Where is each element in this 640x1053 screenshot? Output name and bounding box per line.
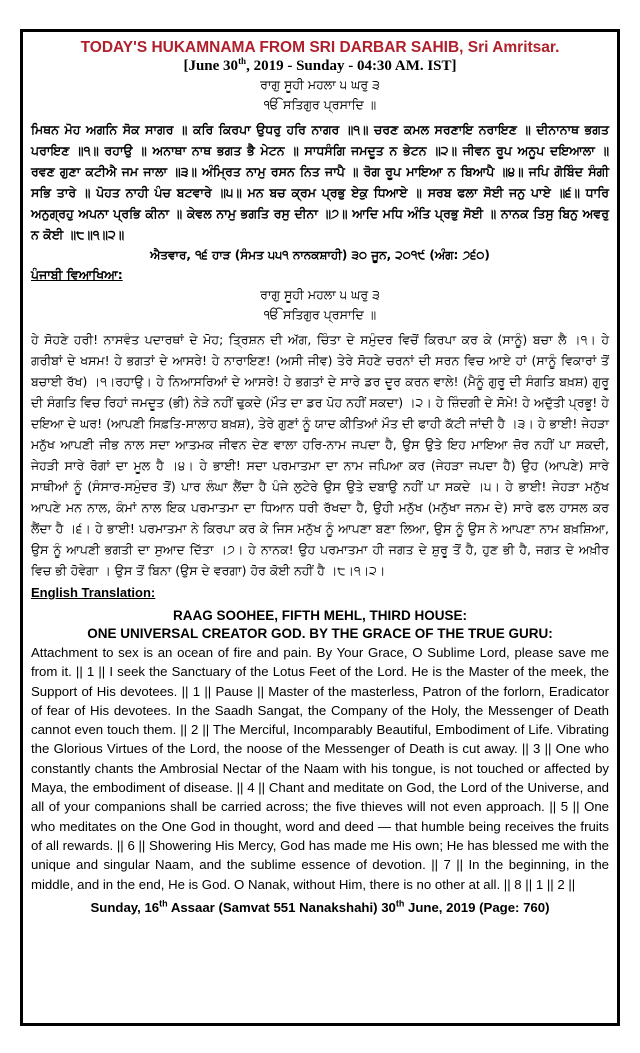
footer-part1: Sunday, 16: [90, 899, 160, 915]
punjabi-text: ਹੇ ਸੋਹਣੇ ਹਰੀ! ਨਾਸਵੰਤ ਪਦਾਰਥਾਂ ਦੇ ਮੋਹ; ਤ੍ਰਿਸ਼ਨ ਦੀ ਅੱਗ, ਚਿੰਤਾ ਦੇ ਸਮੁੰਦਰ ਵਿਚੋਂ ਕਿਰਪਾ ਕਰ ਕੇ (ਸਾਨੂੰ) ਬਚਾ ਲੈ ।੧। ਹੇ ਗਰੀਬਾਂ ਦੇ ਖਸਮ! ਹੇ ਭਗਤਾਂ ਦੇ ਆਸਰੇ! ਹੇ ਨਾਰਾਇਣ! (ਅਸੀ ਜੀਵ) ਤੇਰੇ ਸੋਹਣੇ ਚਰਨਾਂ ਦੀ ਸਰਨ ਵਿਚ ਆਏ ਹਾਂ (ਸਾਨੂੰ ਵਿਕਾਰਾਂ ਤੋਂ ਬਚਾਈ ਰੱਖ) ।੧।ਰਹਾਉ। ਹੇ ਨਿਆਸਰਿਆਂ ਦੇ ਆਸਰੇ! ਹੇ ਭਗਤਾਂ ਦੇ ਸਾਰੇ ਡਰ ਦੂਰ ਕਰਨ ਵਾਲੇ! (ਮੈਨੂੰ ਗੁਰੂ ਦੀ ਸੰਗਤਿ ਬਖ਼ਸ਼) ਗੁਰੂ ਦੀ ਸੰਗਤਿ ਵਿਚ ਰਿਹਾਂ ਜਮਦੂਤ (ਭੀ) ਨੇੜੇ ਨਹੀਂ ਢੁਕਦੇ (ਮੌਤ ਦਾ ਡਰ ਪੋਹ ਨਹੀਂ ਸਕਦਾ) ।੨। ਹੇ ਜ਼ਿੰਦਗੀ ਦੇ ਸੋਮੇ! ਹੇ ਅਦੁੱਤੀ ਪ੍ਰਭੂ! ਹੇ ਦਇਆ ਦੇ ਘਰ! (ਆਪਣੀ ਸਿਫ਼ਤਿ-ਸਾਲਾਹ ਬਖ਼ਸ਼), ਤੇਰੇ ਗੁਣਾਂ ਨੂੰ ਯਾਦ ਕੀਤਿਆਂ ਮੌਤ ਦੀ ਫਾਹੀ ਕੱਟੀ ਜਾਂਦੀ ਹੈ ।੩। ਹੇ ਭਾਈ! ਜੇਹੜਾ ਮਨੁੱਖ ਆਪਣੀ ਜੀਭ ਨਾਲ ਸਦਾ ਆਤਮਕ ਜੀਵਨ ਦੇਣ ਵਾਲਾ ਹਰਿ-ਨਾਮ ਜਪਦਾ ਹੈ, ਉਸ ਉਤੇ ਇਹ ਮਾਇਆ ਜ਼ੋਰ ਨਹੀਂ ਪਾ ਸਕਦੀ, ਜੇਹੜੀ ਸਾਰੇ ਰੋਗਾਂ ਦਾ ਮੂਲ ਹੈ ।੪। ਹੇ ਭਾਈ! ਸਦਾ ਪਰਮਾਤਮਾ ਦਾ ਨਾਮ ਜਪਿਆ ਕਰ (ਜੇਹੜਾ ਜਪਦਾ ਹੈ) ਉਹ (ਆਪਣੇ) ਸਾਰੇ ਸਾਥੀਆਂ ਨੂੰ (ਸੰਸਾਰ-ਸਮੁੰਦਰ ਤੋਂ) ਪਾਰ ਲੰਘਾ ਲੈਂਦਾ ਹੈ ਪੰਜੇ ਲੁਟੇਰੇ ਉਸ ਉਤੇ ਦਬਾਉ ਨਹੀਂ ਪਾ ਸਕਦੇ ।੫। ਹੇ ਭਾਈ! ਜੇਹੜਾ ਮਨੁੱਖ ਆਪਣੇ ਮਨ ਨਾਲ, ਕੰਮਾਂ ਨਾਲ ਇਕ ਪਰਮਾਤਮਾ ਦਾ ਧਿਆਨ ਧਰੀ ਰੱਖਦਾ ਹੈ, ਉਹੀ ਮਨੁੱਖ (ਮਨੁੱਖਾ ਜਨਮ ਦੇ) ਸਾਰੇ ਫਲ ਹਾਸਲ ਕਰ ਲੈਂਦਾ ਹੈ ।੬। ਹੇ ਭਾਈ! ਪਰਮਾਤਮਾ ਨੇ ਕਿਰਪਾ ਕਰ ਕੇ ਜਿਸ ਮਨੁੱਖ ਨੂੰ ਆਪਣਾ ਬਣਾ ਲਿਆ, ਉਸ ਨੂੰ ਉਸ ਨੇ ਆਪਣਾ ਨਾਮ ਬਖ਼ਸ਼ਿਆ, ਉਸ ਨੂੰ ਆਪਣੀ ਭਗਤੀ ਦਾ ਸੁਆਦ ਦਿੱਤਾ ।੭। ਹੇ ਨਾਨਕ! ਉਹ ਪਰਮਾਤਮਾ ਹੀ ਜਗਤ ਦੇ ਸ਼ੁਰੂ ਤੋਂ ਹੈ, ਹੁਣ ਭੀ ਹੈ, ਜਗਤ ਦੇ ਅਖ਼ੀਰ ਵਿਚ ਭੀ ਹੋਵੇਗਾ । ਉਸ ਤੋਂ ਬਿਨਾ (ਉਸ ਦੇ ਵਰਗਾ) ਹੋਰ ਕੋਈ ਨਹੀਂ ਹੈ ।੮।੧।੨।: [31, 332, 609, 578]
footer-sup1: th: [159, 898, 168, 909]
gurbani-raag: ਰਾਗੁ ਸੂਹੀ ਮਹਲਾ ੫ ਘਰੁ ੩: [260, 77, 380, 92]
english-section-title: English Translation:: [31, 585, 156, 600]
gurbani-text: ਮਿਥਨ ਮੋਹ ਅਗਨਿ ਸੋਕ ਸਾਗਰ ॥ ਕਰਿ ਕਿਰਪਾ ਉਧਰੁ ਹਰਿ ਨਾਗਰ ॥੧॥ ਚਰਣ ਕਮਲ ਸਰਣਾਇ ਨਰਾਇਣ ॥ ਦੀਨਾਨਾਥ ਭਗਤ ਪਰਾਇਣ ॥੧॥ ਰਹਾਉ ॥ ਅਨਾਥਾ ਨਾਥ ਭਗਤ ਭੈ ਮੇਟਨ ॥ ਸਾਧਸੰਗਿ ਜਮਦੂਤ ਨ ਭੇਟਨ ॥੨॥ ਜੀਵਨ ਰੂਪ ਅਨੂਪ ਦਇਆਲਾ ॥ ਰਵਣ ਗੁਣਾ ਕਟੀਐ ਜਮ ਜਾਲਾ ॥੩॥ ਅੰਮ੍ਰਿਤ ਨਾਮੁ ਰਸਨ ਨਿਤ ਜਾਪੈ ॥ ਰੋਗ ਰੂਪ ਮਾਇਆ ਨ ਬਿਆਪੈ ॥੪॥ ਜਪਿ ਗੋਬਿੰਦ ਸੰਗੀ ਸਭਿ ਤਾਰੇ ॥ ਪੋਹਤ ਨਾਹੀ ਪੰਚ ਬਟਵਾਰੇ ॥੫॥ ਮਨ ਬਚ ਕ੍ਰਮ ਪ੍ਰਭੁ ਏਕੁ ਧਿਆਏ ॥ ਸਰਬ ਫਲਾ ਸੋਈ ਜਨੁ ਪਾਏ ॥੬॥ ਧਾਰਿ ਅਨੁਗ੍ਰਹੁ ਅਪਨਾ ਪ੍ਰਭਿ ਕੀਨਾ ॥ ਕੇਵਲ ਨਾਮੁ ਭਗਤਿ ਰਸੁ ਦੀਨਾ ॥੭॥ ਆਦਿ ਮਧਿ ਅੰਤਿ ਪ੍ਰਭੁ ਸੋਈ ॥ ਨਾਨਕ ਤਿਸੁ ਬਿਨੁ ਅਵਰੁ ਨ ਕੋਈ ॥੮॥੧॥੨॥: [31, 122, 609, 242]
hukamnama-card: [20, 29, 620, 1026]
page-title: [31, 38, 609, 57]
date-sup: th: [238, 56, 247, 66]
card-content: [23, 32, 617, 918]
date-rest: , 2019 - Sunday - 04:30 AM. IST]: [246, 58, 457, 74]
gurmukhi-date-line: ਐਤਵਾਰ, ੧੬ ਹਾੜ (ਸੰਮਤ ੫੫੧ ਨਾਨਕਸ਼ਾਹੀ) ੩੦ ਜੂਨ, ੨੦੧੯ (ਅੰਗ: ੭੬੦): [150, 248, 490, 262]
punjabi-mangal: ੴ ਸਤਿਗੁਰ ਪ੍ਰਸਾਦਿ ॥: [263, 307, 377, 322]
date-prefix: [June 30: [183, 58, 239, 74]
punjabi-section-title: ਪੰਜਾਬੀ ਵਿਆਖਿਆ:: [31, 267, 123, 282]
date-header: [31, 57, 609, 75]
footer-part2: Assaar (Samvat 551 Nanakshahi) 30: [167, 899, 396, 915]
english-heading-mangal: ONE UNIVERSAL CREATOR GOD. BY THE GRACE OF THE TRUE GURU:: [87, 626, 553, 641]
english-text: Attachment to sex is an ocean of fire and pain. By Your Grace, O Sublime Lord, please save me from it. || 1 || I seek the Sanctuary of the Lotus Feet of the Lord. He is the Master of the meek, the Support of His devotees. || 1 || Pause || Master of the masterless, Patron of the forlorn, Eradicator of fear of His devotees. In the Saadh Sangat, the Company of the Holy, the Messenger of Death cannot even touch them. || 2 || The Merciful, Incomparably Beautiful, Embodiment of Life. Vibrating the Glorious Virtues of the Lord, the noose of the Messenger of Death is cut away. || 3 || One who constantly chants the Ambrosial Nectar of the Naam with his tongue, is not touched or affected by Maya, the embodiment of disease. || 4 || Chant and meditate on God, the Lord of the Universe, and all of your companions shall be carried across; the five thieves will not even approach. || 5 || One who meditates on the One God in thought, word and deed — that humble being receives the fruits of all rewards. || 6 || Showering His Mercy, God has made me His own; He has blessed me with the unique and singular Naam, and the sublime essence of devotion. || 7 || In the beginning, in the middle, and in the end, He is God. O Nanak, without Him, there is no other at all. || 8 || 1 || 2 ||: [31, 645, 609, 892]
footer-sup2: th: [395, 898, 405, 909]
title-main: TODAY'S HUKAMNAMA FROM SRI DARBAR SAHIB,: [80, 39, 464, 56]
footer-part3: June, 2019 (Page: 760): [404, 899, 550, 915]
footer-date: [31, 898, 609, 918]
english-heading-raag: RAAG SOOHEE, FIFTH MEHL, THIRD HOUSE:: [172, 608, 467, 623]
gurbani-mangal: ੴ ਸਤਿਗੁਰ ਪ੍ਰਸਾਦਿ ॥: [263, 97, 377, 112]
title-place: Sri Amritsar.: [467, 39, 560, 56]
punjabi-raag: ਰਾਗੁ ਸੂਹੀ ਮਹਲਾ ੫ ਘਰੁ ੩: [260, 287, 380, 302]
